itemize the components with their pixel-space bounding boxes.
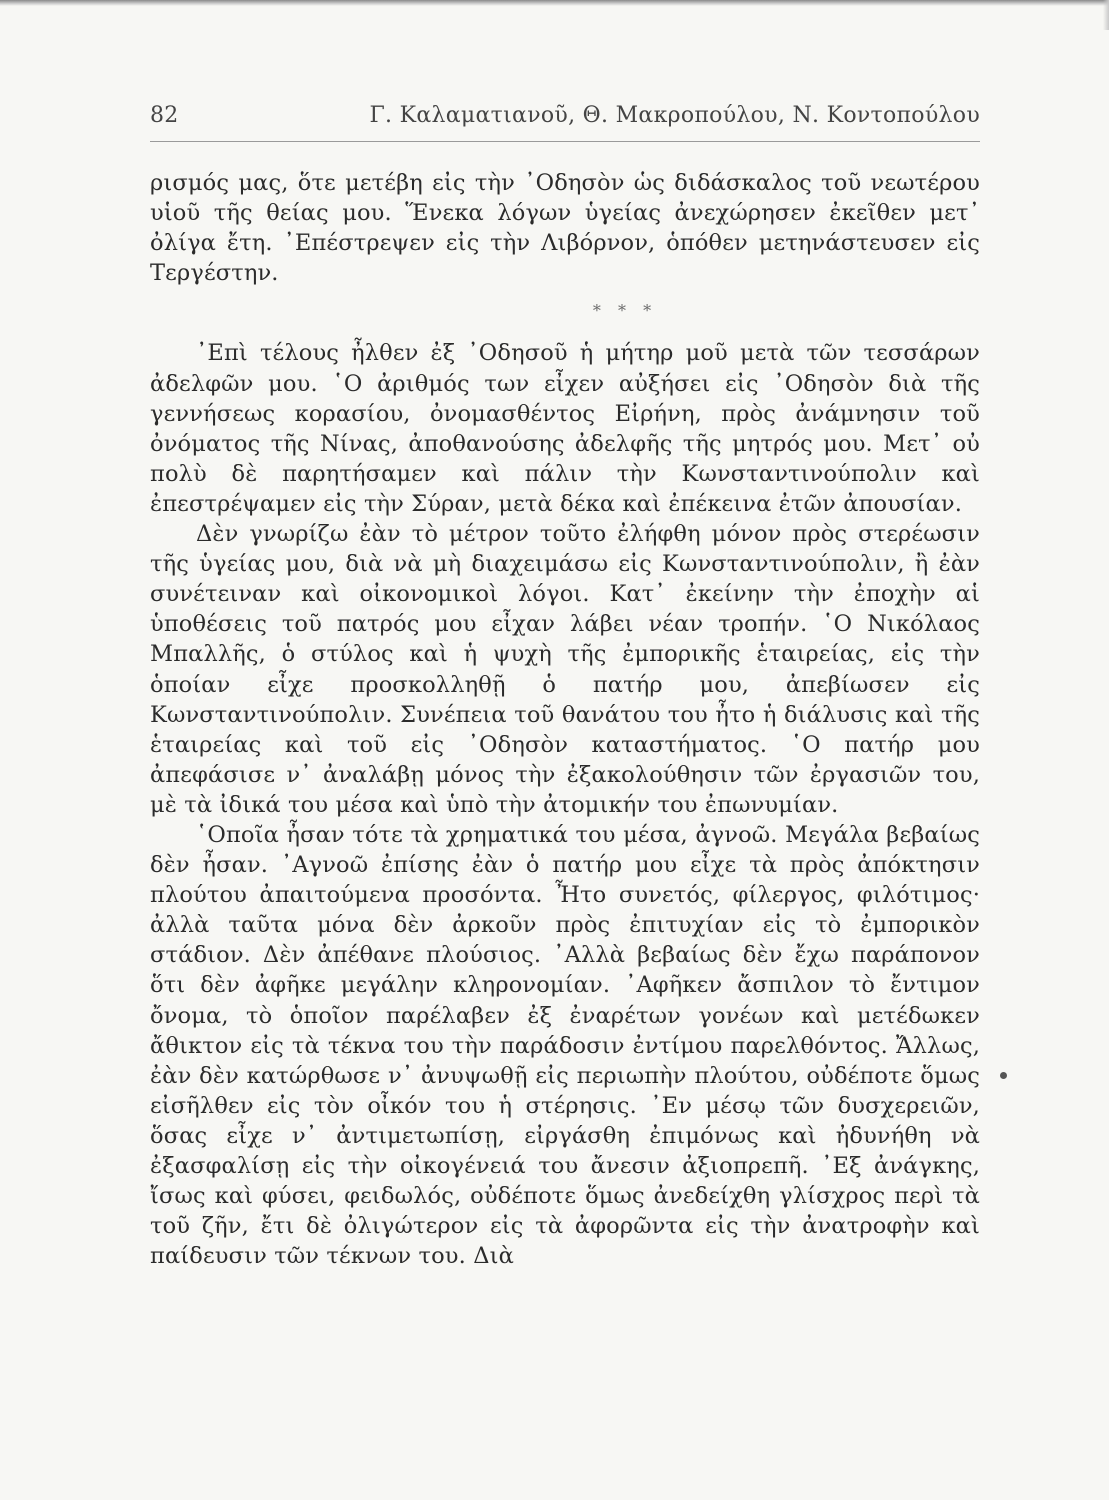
running-head: Γ. Καλαματιανοῦ, Θ. Μακροπούλου, Ν. Κοντοπούλου [369, 103, 980, 128]
scan-top-edge [0, 0, 1109, 6]
header-rule [150, 141, 980, 142]
paragraph-3: Δὲν γνωρίζω ἐὰν τὸ μέτρον τοῦτο ἐλήφθη μόνον πρὸς στερέωσιν τῆς ὑγείας μου, διὰ νὰ μὴ διαχειμάσω εἰς Κωνσταντινούπολιν, ἢ ἐὰν συνέτειναν καὶ οἰκονομικοὶ λόγοι. Κατ᾽ ἐκείνην τὴν ἐποχὴν αἱ ὑποθέσεις τοῦ πατρός μου εἶχαν λάβει νέαν τροπήν. ῾Ο Νικόλαος Μπαλλῆς, ὁ στύλος καὶ ἡ ψυχὴ τῆς ἐμπορικῆς ἑταιρείας, εἰς τὴν ὁποίαν εἶχε προσκολληθῇ ὁ πατήρ μου, ἀπεβίωσεν εἰς Κωνσταντινούπολιν. Συνέπεια τοῦ θανάτου του ἦτο ἡ διάλυσις καὶ τῆς ἑταιρείας καὶ τοῦ εἰς ᾽Οδησὸν καταστήματος. ῾Ο πατήρ μου ἀπεφάσισε ν᾽ ἀναλάβῃ μόνος τὴν ἐξακολούθησιν τῶν ἐργασιῶν του, μὲ τὰ ἰδικά του μέσα καὶ ὑπὸ τὴν ἀτομικήν του ἐπωνυμίαν. [150, 521, 980, 818]
paragraph-1: ρισμός μας, ὅτε μετέβη εἰς τὴν ᾽Οδησὸν ὡς διδάσκαλος τοῦ νεωτέρου υἱοῦ τῆς θείας μου. Ἕνεκα λόγων ὑγείας ἀνεχώρησεν ἐκεῖθεν μετ᾽ ὀλίγα ἔτη. ᾽Επέστρεψεν εἰς τὴν Λιβόρνον, ὁπόθεν μετηνάστευσεν εἰς Τεργέστην. [150, 170, 980, 287]
section-asterism: * * * [592, 301, 658, 321]
body-text [150, 168, 980, 1271]
paragraph-4: ῾Οποῖα ἦσαν τότε τὰ χρηματικά του μέσα, ἀγνοῶ. Μεγάλα βεβαίως δὲν ἦσαν. ᾽Αγνοῶ ἐπίσης ἐὰν ὁ πατήρ μου εἶχε τὰ πρὸς ἀπόκτησιν πλούτου ἀπαιτούμενα προσόντα. Ἦτο συνετός, φίλεργος, φιλότιμος· ἀλλὰ ταῦτα μόνα δὲν ἀρκοῦν πρὸς ἐπιτυχίαν εἰς τὸ ἐμπορικὸν στάδιον. Δὲν ἀπέθανε πλούσιος. ᾽Αλλὰ βεβαίως δὲν ἔχω παράπονον ὅτι δὲν ἀφῆκε μεγάλην κληρονομίαν. ᾽Αφῆκεν ἄσπιλον τὸ ἔντιμον ὄνομα, τὸ ὁποῖον παρέλαβεν ἐξ ἐναρέτων γονέων καὶ μετέδωκεν ἄθικτον εἰς τὰ τέκνα του τὴν παράδοσιν ἐντίμου παρελθόντος. Ἄλλως, ἐὰν δὲν κατώρθωσε ν᾽ ἀνυψωθῇ εἰς περιωπὴν πλούτου, οὐδέποτε ὅμως εἰσῆλθεν εἰς τὸν οἶκόν του ἡ στέρησις. ᾽Εν μέσῳ τῶν δυσχερειῶν, ὅσας εἶχε ν᾽ ἀντιμετωπίσῃ, εἰργάσθη ἐπιμόνως καὶ ἠδυνήθη νὰ ἐξασφαλίσῃ εἰς τὴν οἰκογένειά του ἄνεσιν ἀξιοπρεπῆ. ᾽Εξ ἀνάγκης, ἴσως καὶ φύσει, φειδωλός, οὐδέποτε ὅμως ἀνεδείχθη γλίσχρος περὶ τὰ τοῦ ζῆν, ἔτι δὲ ὀλιγώτερον εἰς τὰ ἀφορῶντα εἰς τὴν ἀνατροφὴν καὶ παίδευσιν τῶν τέκνων του. Διὰ [150, 821, 980, 1270]
paragraph-2: ᾽Επὶ τέλους ἦλθεν ἐξ ᾽Οδησοῦ ἡ μήτηρ μοῦ μετὰ τῶν τεσσάρων ἀδελφῶν μου. ῾Ο ἀριθμός των εἶχεν αὐξήσει εἰς ᾽Οδησὸν διὰ τῆς γεννήσεως κορασίου, ὀνομασθέντος Εἰρήνη, πρὸς ἀνάμνησιν τοῦ ὀνόματος τῆς Νίνας, ἀποθανούσης ἀδελφῆς τῆς μητρός μου. Μετ᾽ οὐ πολὺ δὲ παρητήσαμεν καὶ πάλιν τὴν Κωνσταντινούπολιν καὶ ἐπεστρέψαμεν εἰς τὴν Σύραν, μετὰ δέκα καὶ ἐπέκεινα ἐτῶν ἀπουσίαν. [150, 340, 980, 517]
page-number: 82 [150, 103, 179, 128]
ink-spot [1000, 1072, 1007, 1079]
scan-right-edge [1103, 0, 1109, 30]
page-header [150, 103, 980, 137]
